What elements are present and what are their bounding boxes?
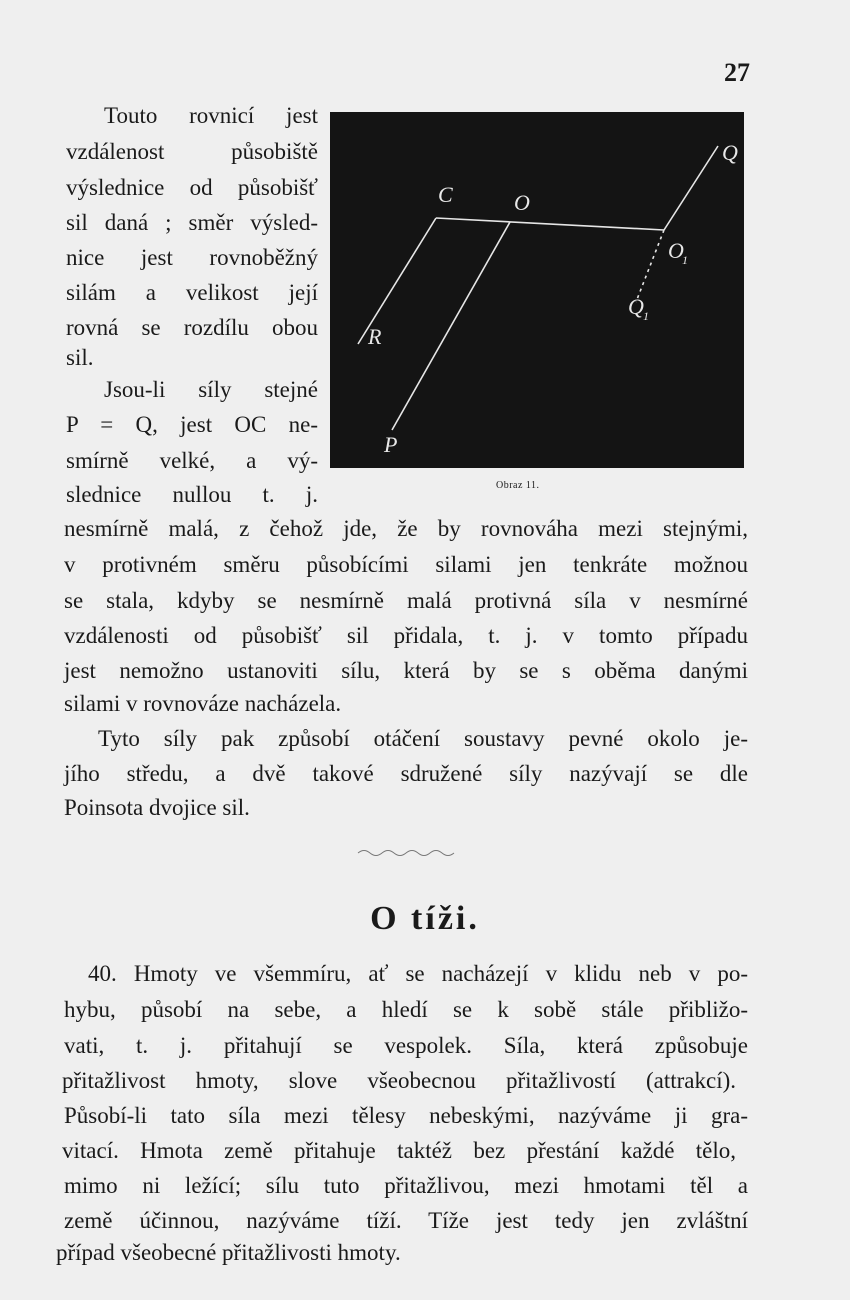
text-line: silami v rovnováze nacházela. — [64, 691, 342, 716]
text-line: 40. Hmoty ve všemmíru, ať se nacházejí v klidu neb v po- — [88, 961, 748, 986]
label-o1-sub: 1 — [682, 253, 688, 267]
text-line: v protivném směru působícími silami jen tenkráte možnou — [64, 552, 748, 577]
text-line: Jsou-li síly stejné — [104, 377, 318, 402]
text-line: Působí-li tato síla mezi tělesy nebeskými, nazýváme ji gra- — [64, 1103, 748, 1128]
text-line: výslednice od působišť — [66, 175, 318, 200]
text-line: nesmírně malá, z čehož jde, že by rovnováha mezi stejnými, — [64, 516, 748, 541]
text-line: P = Q, jest OC ne- — [66, 412, 318, 437]
text-line: případ všeobecné přitažlivosti hmoty. — [56, 1240, 401, 1265]
text-line: země účinnou, nazýváme tíží. Tíže jest tedy jen zvláštní — [64, 1208, 748, 1233]
text-line: hybu, působí na sebe, a hledí se k sobě stále přibližo- — [64, 997, 748, 1022]
text-line: sil. — [66, 345, 94, 370]
label-r: R — [368, 324, 382, 349]
text-line: rovná se rozdílu obou — [66, 315, 318, 340]
text-line: se stala, kdyby se nesmírně malá protivná síla v nesmírné — [64, 588, 748, 613]
text-line: silám a velikost její — [66, 280, 318, 305]
text-line: vzdálenost působiště — [66, 139, 318, 164]
text-line: vitací. Hmota země přitahuje taktéž bez přestání každé tělo, — [62, 1138, 736, 1163]
label-q: Q — [722, 140, 738, 165]
text-line: jest nemožno ustanoviti sílu, která by se s oběma danými — [64, 658, 748, 683]
force-arrow-q1 — [636, 230, 664, 302]
force-arrow-p — [392, 222, 510, 430]
force-diagram — [330, 112, 744, 468]
force-arrow-q — [664, 146, 718, 230]
figure-caption: Obraz 11. — [496, 480, 540, 491]
section-title: O tíži. — [370, 900, 480, 937]
label-o: O — [514, 190, 530, 215]
label-q1-sub: 1 — [643, 309, 649, 323]
text-line: Touto rovnicí jest — [104, 103, 318, 128]
text-line: přitažlivost hmoty, slove všeobecnou přitažlivostí (attrakcí). — [62, 1068, 736, 1093]
text-line: mimo ni ležící; sílu tuto přitažlivou, mezi hmotami těl a — [64, 1173, 748, 1198]
text-line: smírně velké, a vý- — [66, 448, 318, 473]
text-line: Tyto síly pak způsobí otáčení soustavy pevné okolo je- — [98, 726, 748, 751]
label-p: P — [384, 432, 398, 457]
label-q1: Q — [628, 294, 644, 319]
text-line: vati, t. j. přitahují se vespolek. Síla, která způsobuje — [64, 1033, 748, 1058]
ornament-divider — [356, 846, 456, 860]
figure-force-diagram — [330, 112, 744, 468]
label-c: C — [438, 182, 453, 207]
page-number: 27 — [724, 58, 750, 87]
text-line: jího středu, a dvě takové sdružené síly nazývají se dle — [64, 761, 748, 786]
text-line: Poinsota dvojice sil. — [64, 795, 250, 820]
text-line: sil daná ; směr výsled- — [66, 210, 318, 235]
text-line: nice jest rovnoběžný — [66, 245, 318, 270]
text-line: vzdálenosti od působišť sil přidala, t. j. v tomto případu — [64, 623, 748, 648]
label-o1: O — [668, 238, 684, 263]
lever-line-c-o1 — [436, 218, 664, 230]
text-line: slednice nullou t. j. — [66, 482, 318, 507]
